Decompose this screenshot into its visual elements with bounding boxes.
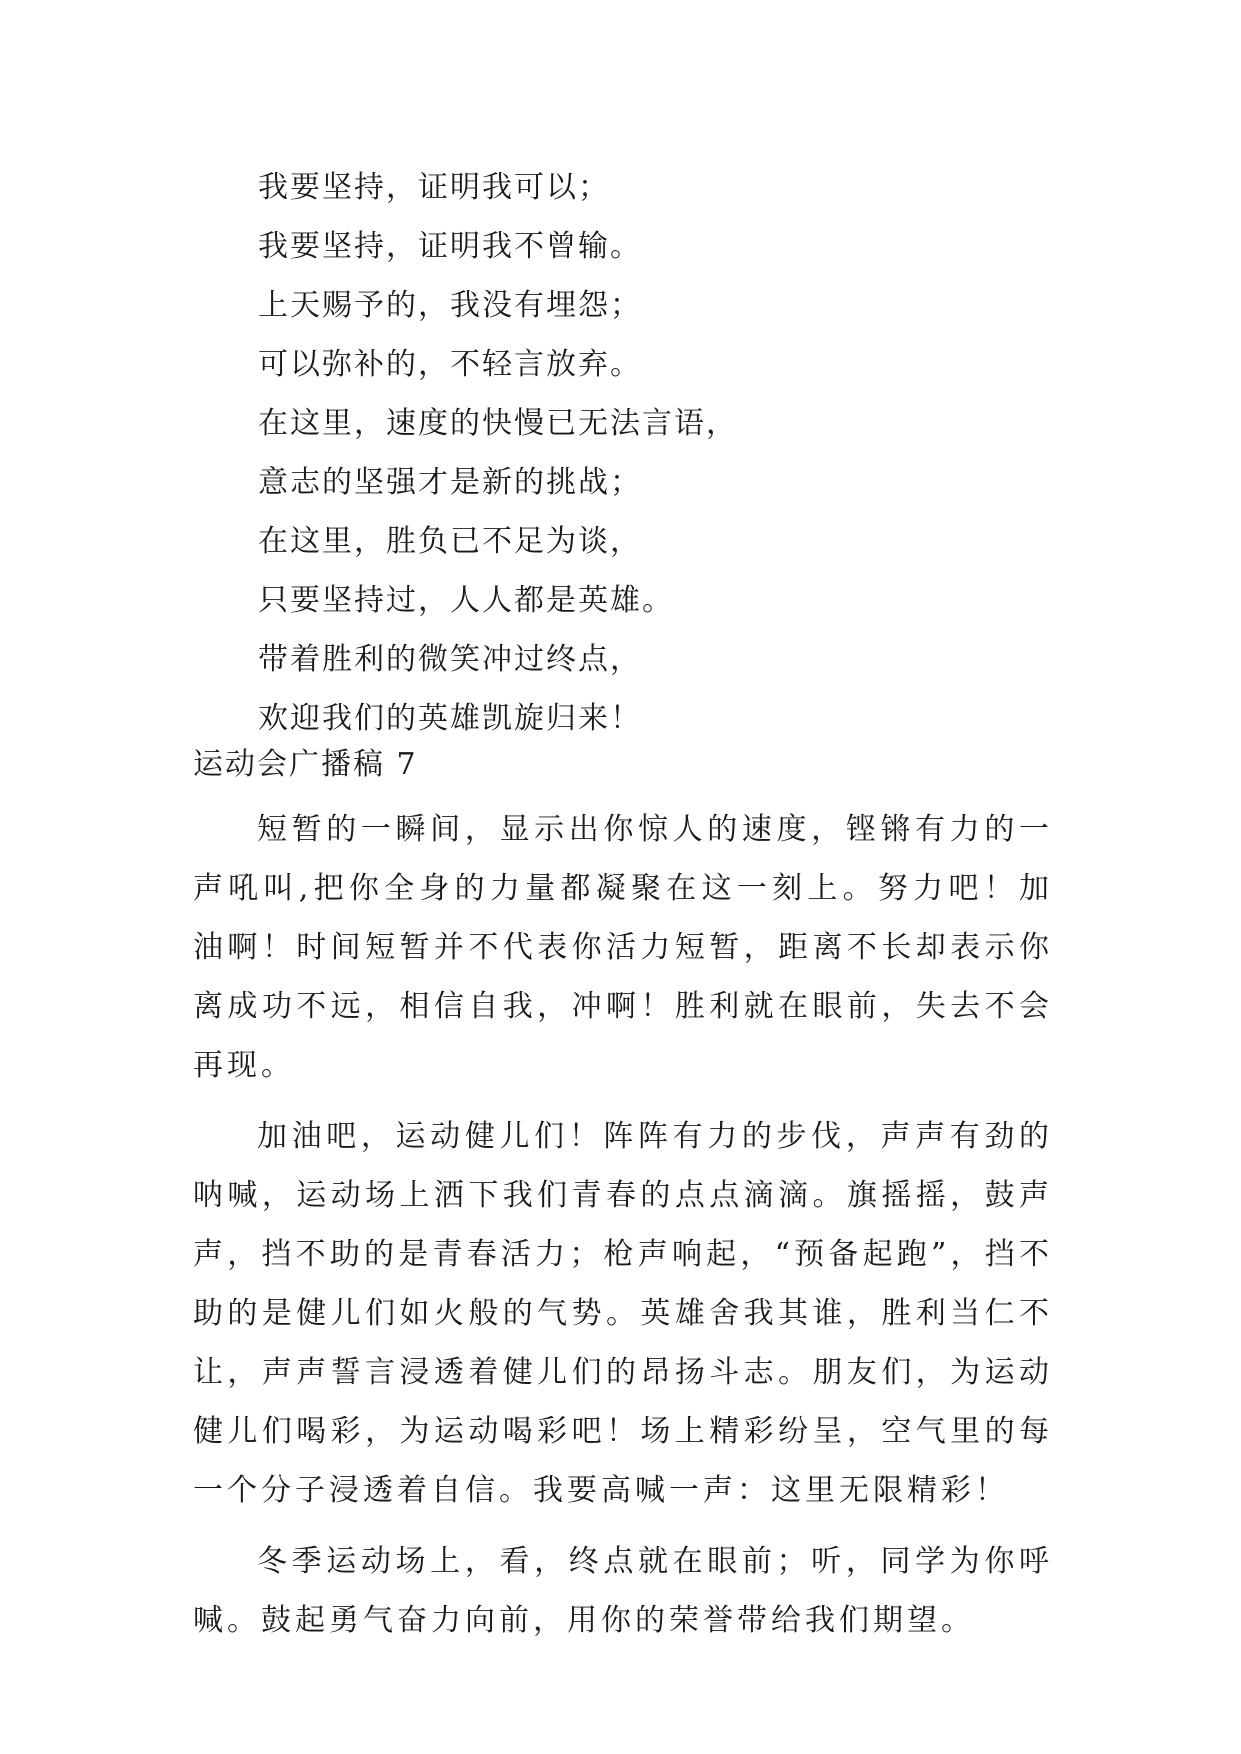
poem-line: 在这里，胜负已不足为谈， bbox=[258, 524, 642, 559]
paragraph: 冬季运动场上，看，终点就在眼前；听，同学为你呼喊。鼓起勇气奋力向前，用你的荣誉带给我们期望。 bbox=[193, 1544, 1053, 1638]
poem-line: 上天赐予的，我没有埋怨； bbox=[258, 288, 642, 323]
section-body bbox=[193, 800, 1053, 1662]
poem-line: 意志的坚强才是新的挑战； bbox=[258, 465, 642, 500]
poem-line: 只要坚持过，人人都是英雄。 bbox=[258, 583, 674, 618]
section-heading: 运动会广播稿 7 bbox=[193, 747, 418, 782]
paragraph: 短暂的一瞬间，显示出你惊人的速度，铿锵有力的一声吼叫,把你全身的力量都凝聚在这一刻上。努力吧！加油啊！时间短暂并不代表你活力短暂，距离不长却表示你离成功不远，相信自我，冲啊！胜利就在眼前，失去不会再现。 bbox=[193, 812, 1053, 1083]
poem-line: 欢迎我们的英雄凯旋归来！ bbox=[258, 701, 642, 736]
poem-line: 可以弥补的，不轻言放弃。 bbox=[258, 347, 642, 382]
poem-line: 带着胜利的微笑冲过终点， bbox=[258, 642, 642, 677]
poem-line: 我要坚持，证明我可以； bbox=[258, 170, 610, 205]
paragraph: 加油吧，运动健儿们！阵阵有力的步伐，声声有劲的呐喊，运动场上洒下我们青春的点点滴滴。旗摇摇，鼓声声，挡不助的是青春活力；枪声响起，“预备起跑”，挡不助的是健儿们如火般的气势。英雄舍我其谁，胜利当仁不让，声声誓言浸透着健儿们的昂扬斗志。朋友们，为运动健儿们喝彩，为运动喝彩吧！场上精彩纷呈，空气里的每一个分子浸透着自信。我要高喊一声：这里无限精彩！ bbox=[193, 1119, 1053, 1508]
poem bbox=[258, 158, 1078, 748]
poem-line: 我要坚持，证明我不曾输。 bbox=[258, 229, 642, 264]
poem-line: 在这里，速度的快慢已无法言语， bbox=[258, 406, 738, 441]
